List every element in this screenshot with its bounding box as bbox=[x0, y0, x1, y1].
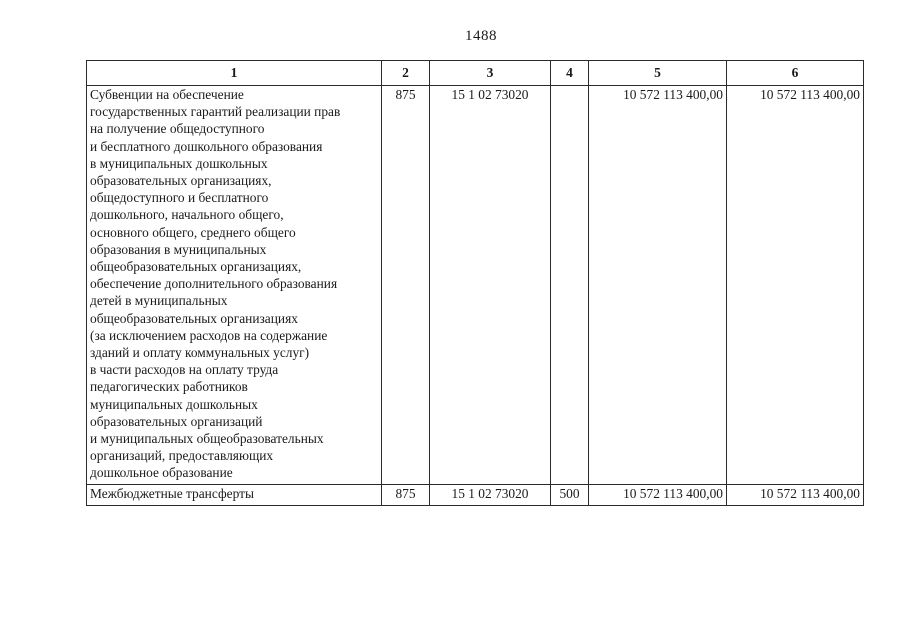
table-row bbox=[87, 86, 864, 485]
header-col-2: 2 bbox=[382, 61, 430, 86]
table-header-row bbox=[87, 61, 864, 86]
header-col-4: 4 bbox=[551, 61, 589, 86]
page-number: 1488 bbox=[465, 28, 497, 44]
row-name-cell: Межбюджетные трансферты bbox=[87, 485, 382, 506]
row-col6-cell: 10 572 113 400,00 bbox=[727, 86, 864, 485]
header-col-5: 5 bbox=[589, 61, 727, 86]
row-col6-cell: 10 572 113 400,00 bbox=[727, 485, 864, 506]
row-col4-cell bbox=[551, 86, 589, 485]
row-col5-cell: 10 572 113 400,00 bbox=[589, 485, 727, 506]
row-col3-cell: 15 1 02 73020 bbox=[430, 485, 551, 506]
row-col2-cell: 875 bbox=[382, 86, 430, 485]
row-name-text: Субвенции на обеспечение государственных гарантий реализации прав на получение общедоступного и бесплатного дошкольного образования в муниципальных дошкольных образовательных организациях, общедоступного и бесплатного дошкольного, начального общего, основного общего, среднего общего образования в муниципальных общеобразовательных организациях, обеспечение дополнительного образования детей в муниципальных общеобразовательных организациях (за исключением расходов на содержание зданий и оплату коммунальных услуг) в части расходов на оплату труда педагогических работников муниципальных дошкольных образовательных организаций и муниципальных общеобразовательных организаций, предоставляющих дошкольное образование bbox=[90, 87, 341, 481]
table-row bbox=[87, 485, 864, 506]
row-name-cell bbox=[87, 86, 382, 485]
header-col-6: 6 bbox=[727, 61, 864, 86]
row-col3-cell: 15 1 02 73020 bbox=[430, 86, 551, 485]
header-col-3: 3 bbox=[430, 61, 551, 86]
header-col-1: 1 bbox=[87, 61, 382, 86]
budget-table bbox=[86, 60, 864, 506]
row-col4-cell: 500 bbox=[551, 485, 589, 506]
row-col5-cell: 10 572 113 400,00 bbox=[589, 86, 727, 485]
row-col2-cell: 875 bbox=[382, 485, 430, 506]
